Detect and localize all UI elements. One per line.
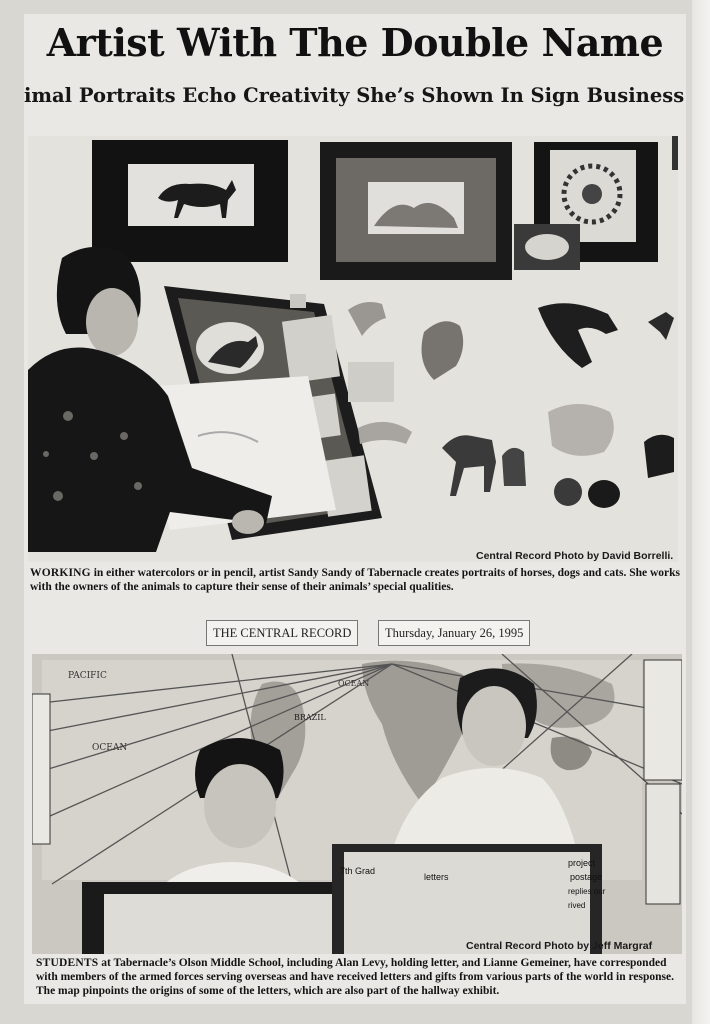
board-text-postage: postage xyxy=(570,872,603,882)
map-label-ocean-west: OCEAN xyxy=(92,743,128,753)
students-photo xyxy=(32,654,682,954)
photo2-credit: Central Record Photo by Jeff Margraf xyxy=(466,940,653,952)
board-text-letters: letters xyxy=(424,872,449,882)
masthead-date: Thursday, January 26, 1995 xyxy=(378,620,530,646)
map-label-ocean-east: OCEAN xyxy=(338,679,370,688)
board-text-grade: 7th Grad xyxy=(340,866,376,876)
map-label-pacific: PACIFIC xyxy=(68,671,107,681)
photo1-caption xyxy=(30,566,680,594)
photo1-caption-text: in either watercolors or in pencil, artist Sandy Sandy of Tabernacle creates portraits of horses, dogs and cats. She works with the owners of the animals to capture their sense of their animals’ special qualities. xyxy=(30,567,680,593)
boy-face xyxy=(204,764,276,848)
photo2-caption-text: at Tabernacle’s Olson Middle School, including Alan Levy, holding letter, and Lianne Gemeiner, have corresponded with members of the armed forces serving overseas and have received letters and gifts from various parts of the world in response. The map pinpoints the origins of some of the letters, which are also part of the hallway exhibit. xyxy=(36,957,674,997)
artist-photo-scene xyxy=(28,136,678,562)
board-text-replies: replies our xyxy=(568,887,606,896)
map-label-brazil: BRAZIL xyxy=(294,713,326,722)
photo2-caption-lead: STUDENTS xyxy=(36,957,99,969)
newspaper-clipping xyxy=(24,14,686,1004)
masthead-paper: THE CENTRAL RECORD xyxy=(206,620,358,646)
scan-edge xyxy=(692,0,710,1024)
artist-face xyxy=(86,288,138,356)
students-photo-scene xyxy=(32,654,682,954)
girl-face xyxy=(462,686,526,766)
subheadline: imal Portraits Echo Creativity She’s Shown In Sign Business xyxy=(24,84,685,107)
board-text-project: project xyxy=(568,858,596,868)
headline: Artist With The Double Name xyxy=(46,20,664,65)
photo2-caption xyxy=(36,956,684,998)
artist-photo xyxy=(28,136,678,562)
photo1-credit: Central Record Photo by David Borrelli. xyxy=(476,550,674,562)
board-text-rived: rived xyxy=(568,901,586,910)
photo1-caption-lead: WORKING xyxy=(30,567,91,579)
